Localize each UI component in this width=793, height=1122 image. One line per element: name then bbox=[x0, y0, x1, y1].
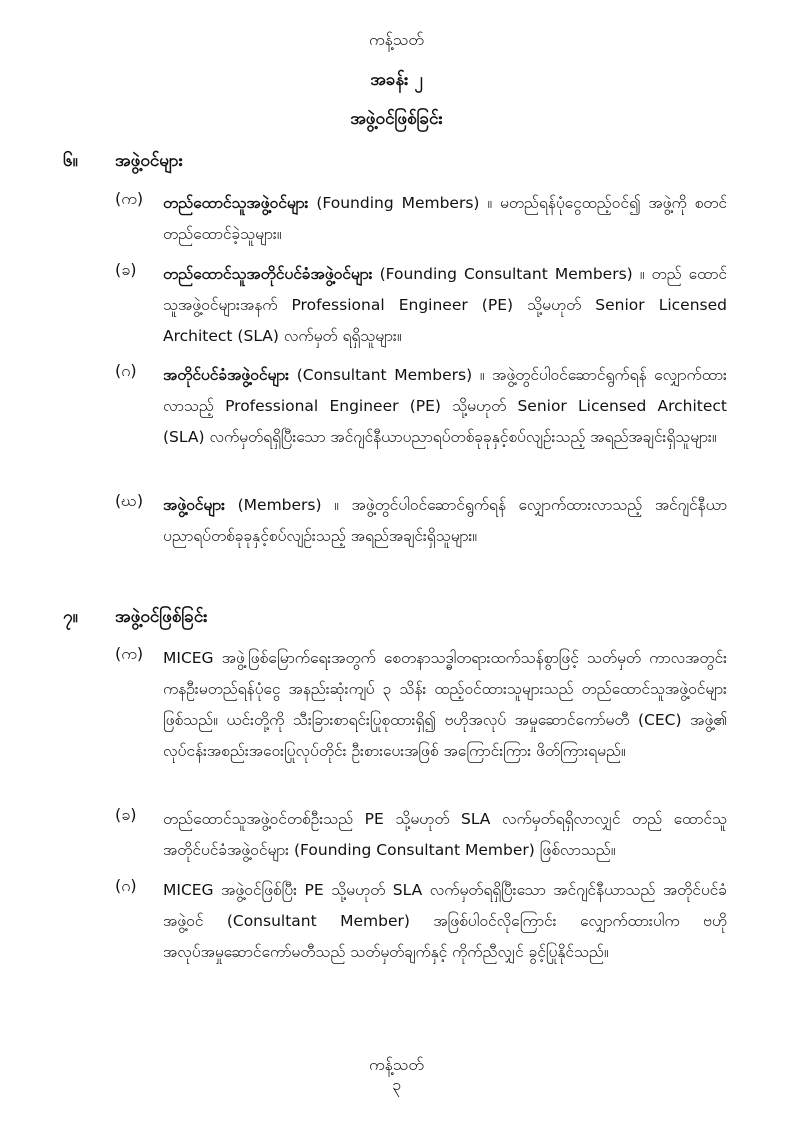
item-number: (ခ) bbox=[115, 260, 137, 279]
section-number: ၇။ bbox=[63, 607, 78, 627]
item-text bbox=[163, 259, 727, 352]
item-number: (ခ) bbox=[115, 805, 137, 824]
item-description: (Founding Consultant Members) ။ တည် ထောင်သူအဖွဲ့ဝင်များအနက် Professional Engineer (PE) သို့မဟုတ် Senior Licensed Architect (SLA) လက်မှတ် ရရှိသူများ။ bbox=[163, 265, 727, 345]
classification-footer: ကန့်သတ် bbox=[369, 1055, 424, 1074]
item-term: တည်ထောင်သူအတိုင်ပင်ခံအဖွဲ့ဝင်များ bbox=[163, 265, 373, 283]
section-title: အဖွဲ့ဝင်ဖြစ်ခြင်း bbox=[115, 607, 208, 627]
item-description: (Consultant Members) ။ အဖွဲ့တွင်ပါဝင်ဆောင်ရွက်ရန် လျှောက်ထားလာသည့် Professional Engineer (PE) သို့မဟုတ် Senior Licensed Architect (SLA) လက်မှတ်ရရှိပြီးသော အင်ဂျင်နီယာပညာရပ်တစ်ခုခုနှင့်စပ်လျဉ်းသည့် အရည်အချင်းရှိသူများ။ bbox=[163, 366, 727, 446]
item-term: အတိုင်ပင်ခံအဖွဲ့ဝင်များ bbox=[163, 366, 290, 384]
item-description: (Founding Members) ။ မတည်ရန်ပုံငွေထည့်ဝင်၍ အဖွဲ့ကို စတင် တည်ထောင်ခဲ့သူများ။ bbox=[163, 194, 727, 243]
item-number: (ဂ) bbox=[115, 361, 137, 380]
item-number: (ဃ) bbox=[115, 491, 144, 510]
item-text bbox=[163, 360, 727, 453]
item-number: (က) bbox=[115, 644, 144, 663]
item-text: MICEG အဖွဲ့ဝင်ဖြစ်ပြီး PE သို့မဟုတ် SLA လက်မှတ်ရရှိပြီးသော အင်ဂျင်နီယာသည် အတိုင်ပင်ခံအဖွဲ့ဝင် (Consultant Member) အဖြစ်ပါဝင်လိုကြောင်း လျှောက်ထားပါက ဗဟိုအလုပ်အမှုဆောင်ကော်မတီသည် သတ်မှတ်ချက်နှင့် ကိုက်ညီလျှင် ခွင့်ပြုနိုင်သည်။ bbox=[163, 881, 727, 961]
item-description: (Members) ။ အဖွဲ့တွင်ပါဝင်ဆောင်ရွက်ရန် လျှောက်ထားလာသည့် အင်ဂျင်နီယာပညာရပ်တစ်ခုခုနှင့်စပ်လျဉ်းသည့် အရည်အချင်းရှိသူများ။ bbox=[163, 496, 727, 545]
item-text: တည်ထောင်သူအဖွဲ့ဝင်တစ်ဦးသည် PE သို့မဟုတ် SLA လက်မှတ်ရရှိလာလျှင် တည် ထောင်သူအတိုင်ပင်ခံအဖွဲ့ဝင်များ (Founding Consultant Member) ဖြစ်လာသည်။ bbox=[163, 810, 727, 859]
item-text bbox=[163, 188, 727, 250]
item-term: အဖွဲ့ဝင်များ bbox=[163, 496, 225, 514]
item-text bbox=[163, 490, 727, 552]
item-number: (ဂ) bbox=[115, 876, 137, 895]
page-number: ၃ bbox=[392, 1075, 401, 1094]
item-number: (က) bbox=[115, 189, 144, 208]
chapter-title: အခန်း ၂ bbox=[370, 70, 423, 90]
item-term: တည်ထောင်သူအဖွဲ့ဝင်များ bbox=[163, 194, 309, 212]
chapter-heading: အဖွဲ့ဝင်ဖြစ်ခြင်း bbox=[350, 109, 443, 129]
section-number: ၆။ bbox=[63, 151, 78, 171]
item-text: MICEG အဖွဲ့ဖြစ်မြောက်ရေးအတွက် စေတနာသဒ္ဓါတရားထက်သန်စွာဖြင့် သတ်မှတ် ကာလအတွင်း ကနဦးမတည်ရန်ပုံငွေ အနည်းဆုံးကျပ် ၃ သိန်း ထည့်ဝင်ထားသူများသည် တည်ထောင်သူအဖွဲ့ဝင်များဖြစ်သည်။ ယင်းတို့ကို သီးခြားစာရင်းပြုစုထားရှိ၍ ဗဟိုအလုပ် အမှုဆောင်ကော်မတီ (CEC) အဖွဲ့၏ လုပ်ငန်းအစည်းအဝေးပြုလုပ်တိုင်း ဦးစားပေးအဖြစ် အကြောင်းကြား ဖိတ်ကြားရမည်။ bbox=[163, 649, 727, 760]
classification-header: ကန့်သတ် bbox=[369, 30, 424, 49]
section-title: အဖွဲ့ဝင်များ bbox=[115, 151, 183, 171]
